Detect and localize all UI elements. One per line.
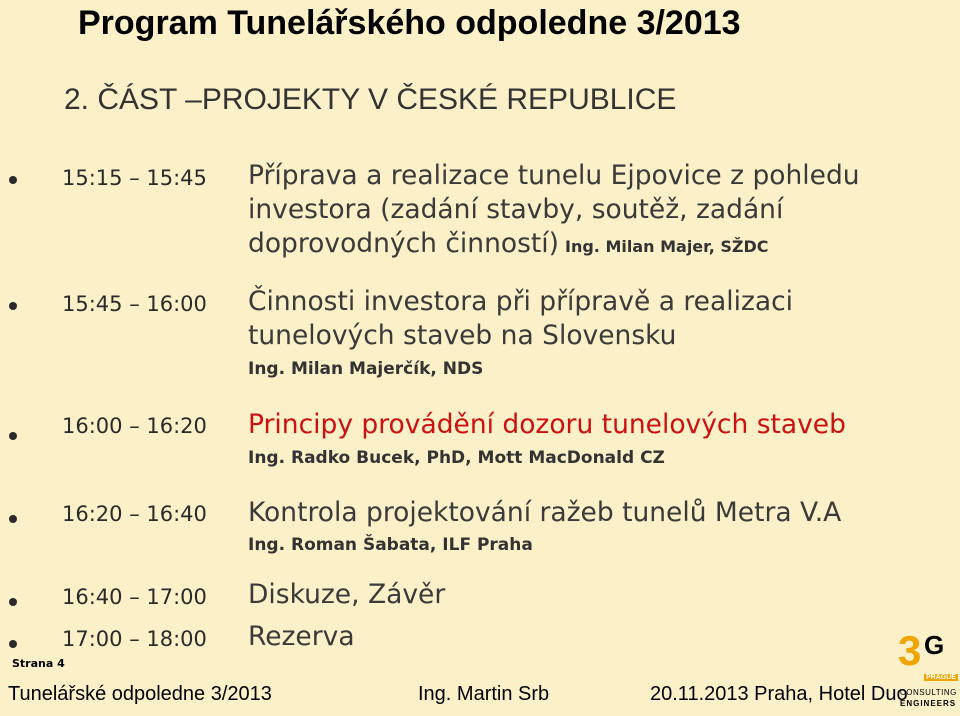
item-title-line: investora (zadání stavby, soutěž, zadání [248, 194, 784, 225]
footer-date-place: 20.11.2013 Praha, Hotel Duo [650, 683, 908, 705]
item-time: 15:45 – 16:00 [62, 292, 207, 316]
logo-consulting: CONSULTING [900, 688, 957, 697]
item-speaker: Ing. Milan Majer, SŽDC [565, 237, 769, 256]
item-speaker: Ing. Milan Majerčík, NDS [248, 359, 484, 379]
item-speaker: Ing. Radko Bucek, PhD, Mott MacDonald CZ [248, 448, 665, 468]
item-speaker: Ing. Roman Šabata, ILF Praha [248, 535, 533, 555]
bullet-icon [9, 598, 17, 606]
item-title-line: Principy provádění dozoru tunelových staveb [248, 409, 846, 440]
item-title-line [248, 227, 768, 264]
footer-author: Ing. Martin Srb [418, 683, 550, 705]
bullet-icon [9, 302, 17, 310]
page-number: Strana 4 [12, 657, 65, 670]
item-title-line: Činnosti investora při přípravě a realizaci [248, 286, 794, 317]
logo-engineers: ENGINEERS [900, 699, 957, 708]
item-title-line: tunelových staveb na Slovensku [248, 320, 677, 351]
bullet-icon [9, 640, 17, 648]
company-logo [896, 628, 958, 714]
item-title-line: Diskuze, Závěr [248, 579, 446, 610]
logo-prague: PRAGUE [926, 674, 956, 681]
item-title-line: Kontrola projektování ražeb tunelů Metra V.A [248, 497, 842, 528]
bullet-icon [9, 432, 17, 440]
footer-event: Tunelářské odpoledne 3/2013 [8, 683, 272, 705]
bullet-icon [9, 176, 17, 184]
bullet-icon [9, 515, 17, 523]
item-title-text: doprovodných činností) [248, 228, 559, 259]
logo-letter: G [924, 630, 945, 660]
slide-title: Program Tunelářského odpoledne 3/2013 [78, 4, 741, 42]
item-time: 16:40 – 17:00 [62, 585, 207, 609]
item-time: 15:15 – 15:45 [62, 166, 207, 190]
logo-digit: 3 [898, 627, 922, 674]
item-time: 17:00 – 18:00 [62, 627, 207, 651]
item-title-line: Rezerva [248, 621, 355, 652]
section-heading: 2. ČÁST –PROJEKTY V ČESKÉ REPUBLICE [64, 83, 677, 116]
item-title-line: Příprava a realizace tunelu Ejpovice z pohledu [248, 160, 860, 191]
item-time: 16:00 – 16:20 [62, 414, 207, 438]
item-time: 16:20 – 16:40 [62, 502, 207, 526]
